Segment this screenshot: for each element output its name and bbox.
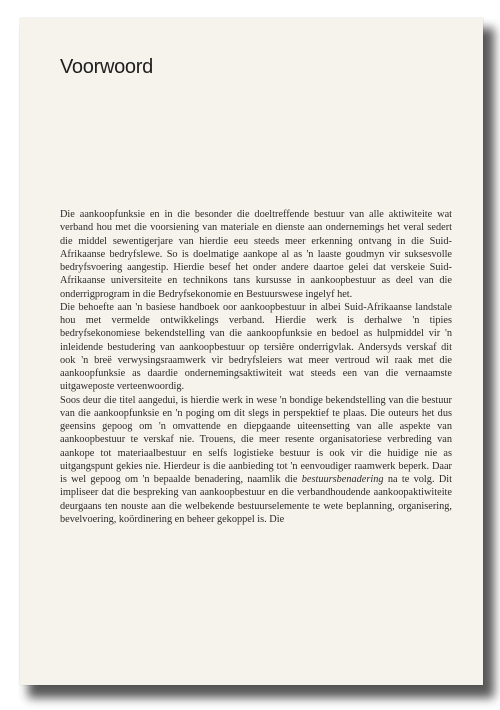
document-page [20,18,483,685]
paragraph-3-text-after: na te volg. Dit impliseer dat die bespreking van aankoopbestuur en die verbandhoudende aankoopaktiwiteite deurgaans ten nouste aan die welbekende bestuurselemente te wete beplanning, organisering, bevelvoering, koördinering en beheer gekoppel is. Die [60,474,452,525]
page-title: Voorwoord [60,56,153,78]
body-text [60,208,452,526]
paragraph-3-text-before: Soos deur die titel aangedui, is hierdie werk in wese 'n bondige bekendstelling van die bestuur van die aankoopfunksie en 'n poging om dit slegs in perspektief te plaas. Die outeurs het dus geensins gepoog om 'n omvattende en diepgaande uiteensetting van alle aspekte van aankoopbestuur te verskaf nie. Trouens, die meer resente organisatoriese verbreding van aankope tot materiaalbestuur en selfs logistieke bestuur is ook vir die huidige nie as uitgangspunt gekies nie. Hierdeur is die aanbieding tot 'n eenvoudiger raamwerk beperk. Daar is wel gepoog om 'n bepaalde benadering, naamlik die [60,394,452,485]
emphasis-bestuursbenadering: bestuursbenadering [301,474,384,485]
paragraph-3 [60,394,452,527]
paragraph-2: Die behoefte aan 'n basiese handboek oor aankoopbestuur in albei Suid-Afrikaanse landstale hou met vermelde ontwikkelings verband. Hierdie werk is derhalwe 'n tipies bedryfsekonomiese bekendstelling van die aankoopfunksie en bedoel as hulpmiddel vir 'n inleidende bestudering van aankoopbestuur op tersiêre onderrigvlak. Andersyds verskaf dit ook 'n breë verwysingsraamwerk vir bedryfsleiers wat meer vertroud wil raak met die aankoopfunksie as daardie ondernemingsaktiwiteit wat steeds een van die vernaamste uitgaweposte verteenwoordig. [60,301,452,393]
paragraph-1: Die aankoopfunksie en in die besonder die doeltreffende bestuur van alle aktiwiteite wat verband hou met die voorsiening van materiale en dienste aan ondernemings het veral sedert die middel sewentigerjare van hierdie eeu steeds meer erkenning ontvang in die Suid-Afrikaanse bedryfslewe. So is doelmatige aankope al as 'n laaste goudmyn vir suksesvolle bedryfsvoering aangestip. Hierdie besef het onder andere daartoe gelei dat verskeie Suid-Afrikaanse universiteite en technikons tans kursusse in aankoopbestuur as deel van die onderrigprogram in die Bedryfsekonomie en Bestuurswese ingelyf het. [60,209,452,300]
